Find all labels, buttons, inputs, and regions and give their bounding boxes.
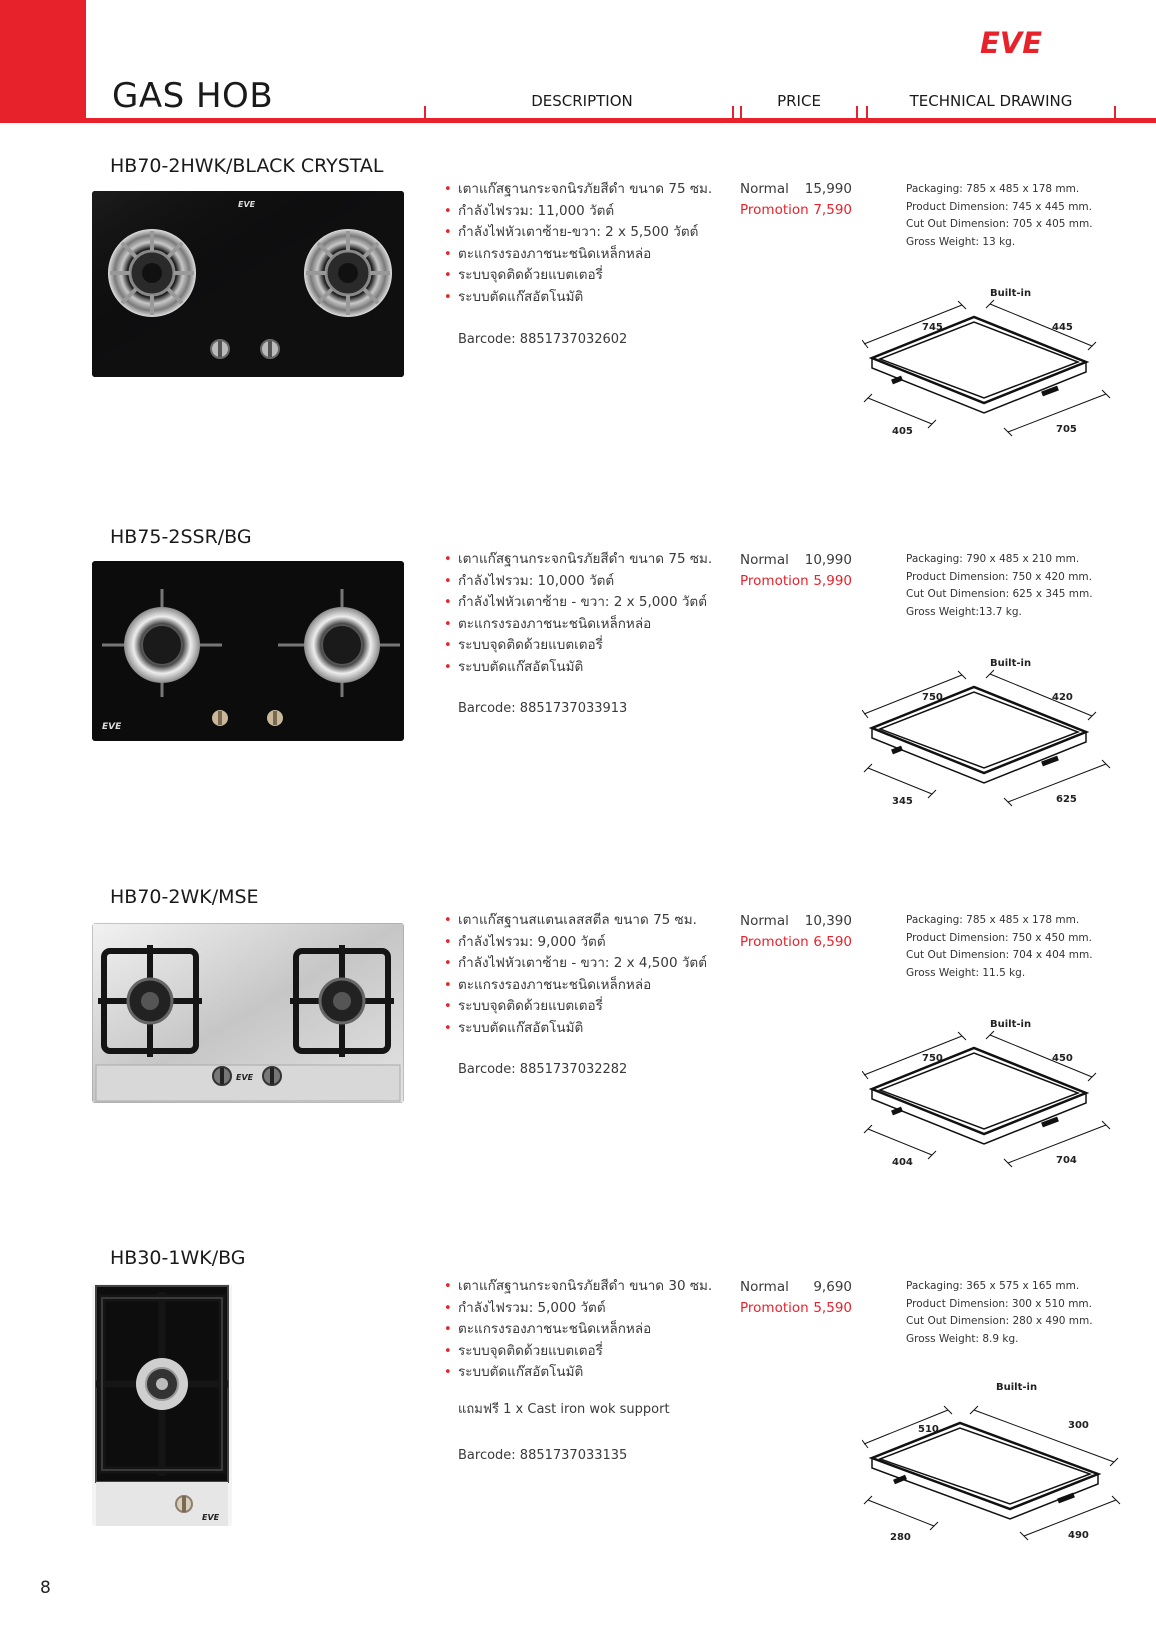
- svg-text:EVE: EVE: [202, 1513, 220, 1522]
- feature-item: • ตะแกรงรองภาชนะชนิดเหล็กหล่อ: [444, 614, 734, 636]
- feature-item: • กำลังไฟรวม: 11,000 วัตต์: [444, 201, 734, 223]
- dimension-bottom-right: 704: [1056, 1155, 1077, 1166]
- drawing-label: Built-in: [990, 658, 1032, 669]
- dimension-bottom-right: 490: [1068, 1530, 1089, 1541]
- svg-text:EVE: EVE: [238, 200, 256, 209]
- spec-cutout-dimension: Cut Out Dimension: 705 x 405 mm.: [906, 218, 1093, 230]
- dimension-top-right: 450: [1052, 1053, 1073, 1064]
- svg-text:EVE: EVE: [102, 722, 122, 732]
- product-model: HB70-2HWK/BLACK CRYSTAL: [110, 155, 384, 177]
- promotion-price: 5,990: [813, 573, 852, 589]
- feature-item: • กำลังไฟรวม: 9,000 วัตต์: [444, 932, 734, 954]
- svg-text:EVE: EVE: [980, 26, 1043, 60]
- spec-cutout-dimension: Cut Out Dimension: 704 x 404 mm.: [906, 949, 1093, 961]
- column-tick: [866, 106, 868, 120]
- feature-item: • ระบบจุดติดด้วยแบตเตอรี่: [444, 996, 734, 1018]
- barcode: Barcode: 8851737032602: [458, 332, 628, 347]
- eve-logo: [978, 26, 1058, 60]
- dimension-bottom-right: 705: [1056, 424, 1077, 435]
- price-block: [740, 179, 852, 221]
- spec-product-dimension: Product Dimension: 750 x 420 mm.: [906, 570, 1092, 583]
- column-tick: [732, 106, 734, 120]
- feature-item: • ระบบจุดติดด้วยแบตเตอรี่: [444, 265, 734, 287]
- normal-label: Normal: [740, 913, 789, 929]
- technical-drawing: [862, 282, 1132, 462]
- dimension-bottom-left: 280: [890, 1532, 911, 1543]
- promotion-label: Promotion: [740, 1300, 809, 1316]
- spec-cutout-dimension: Cut Out Dimension: 625 x 345 mm.: [906, 588, 1093, 600]
- product-photo: [92, 561, 404, 741]
- product-photo: [92, 191, 404, 377]
- product-model: HB75-2SSR/BG: [110, 526, 252, 548]
- column-header-description: DESCRIPTION: [531, 92, 633, 110]
- feature-item: • เตาแก๊สฐานกระจกนิรภัยสีดำ ขนาด 30 ซม.: [444, 1276, 734, 1298]
- promotion-label: Promotion: [740, 573, 809, 589]
- price-block: [740, 550, 852, 592]
- column-tick: [856, 106, 858, 120]
- technical-specs: [906, 551, 1126, 621]
- column-header-price: PRICE: [777, 92, 821, 110]
- red-corner-tab: [0, 0, 86, 123]
- column-tick: [1114, 106, 1116, 120]
- barcode: Barcode: 8851737032282: [458, 1062, 628, 1077]
- feature-item: • ระบบตัดแก๊สอัตโนมัติ: [444, 287, 734, 309]
- product-description: [444, 549, 734, 716]
- column-underline: [434, 118, 734, 120]
- promotion-label: Promotion: [740, 202, 809, 218]
- feature-item: • กำลังไฟรวม: 5,000 วัตต์: [444, 1298, 734, 1320]
- feature-item: • ระบบตัดแก๊สอัตโนมัติ: [444, 657, 734, 679]
- normal-label: Normal: [740, 1279, 789, 1295]
- feature-item: • กำลังไฟรวม: 10,000 วัตต์: [444, 571, 734, 593]
- page-title: GAS HOB: [112, 76, 274, 116]
- page-number: 8: [40, 1578, 51, 1598]
- feature-item: • ระบบตัดแก๊สอัตโนมัติ: [444, 1362, 734, 1384]
- spec-packaging: Packaging: 790 x 485 x 210 mm.: [906, 553, 1080, 565]
- product-description: [444, 179, 734, 347]
- price-block: [740, 1277, 852, 1319]
- dimension-bottom-left: 404: [892, 1157, 913, 1168]
- normal-label: Normal: [740, 181, 789, 197]
- dimension-top-left: 745: [922, 322, 943, 333]
- spec-gross-weight: Gross Weight: 8.9 kg.: [906, 1332, 1019, 1345]
- promotion-label: Promotion: [740, 934, 809, 950]
- product-model: HB30-1WK/BG: [110, 1247, 246, 1269]
- promotion-price: 7,590: [813, 202, 852, 218]
- feature-item: • เตาแก๊สฐานกระจกนิรภัยสีดำ ขนาด 75 ซม.: [444, 179, 734, 201]
- drawing-label: Built-in: [990, 288, 1032, 299]
- normal-price: 10,990: [804, 552, 852, 568]
- drawing-label: Built-in: [990, 1019, 1032, 1030]
- feature-item: • ตะแกรงรองภาชนะชนิดเหล็กหล่อ: [444, 975, 734, 997]
- column-underline: [740, 118, 858, 120]
- promotion-price: 6,590: [813, 934, 852, 950]
- product-description: [444, 1276, 734, 1463]
- normal-price: 15,990: [804, 181, 852, 197]
- product-description: [444, 910, 734, 1077]
- spec-gross-weight: Gross Weight:13.7 kg.: [906, 605, 1022, 618]
- technical-drawing: [862, 1376, 1132, 1560]
- feature-item: • กำลังไฟหัวเตาซ้าย-ขวา: 2 x 5,500 วัตต์: [444, 222, 734, 244]
- normal-price: 9,690: [813, 1279, 852, 1295]
- product-photo: [92, 1284, 232, 1526]
- feature-item: • ตะแกรงรองภาชนะชนิดเหล็กหล่อ: [444, 1319, 734, 1341]
- spec-product-dimension: Product Dimension: 750 x 450 mm.: [906, 931, 1092, 944]
- dimension-top-left: 750: [922, 1053, 943, 1064]
- column-tick: [424, 106, 426, 120]
- price-block: [740, 911, 852, 953]
- feature-item: • ระบบจุดติดด้วยแบตเตอรี่: [444, 635, 734, 657]
- spec-packaging: Packaging: 785 x 485 x 178 mm.: [906, 183, 1080, 195]
- normal-price: 10,390: [804, 913, 852, 929]
- spec-packaging: Packaging: 365 x 575 x 165 mm.: [906, 1280, 1080, 1292]
- normal-label: Normal: [740, 552, 789, 568]
- technical-specs: [906, 1278, 1126, 1348]
- product-model: HB70-2WK/MSE: [110, 886, 259, 908]
- spec-product-dimension: Product Dimension: 300 x 510 mm.: [906, 1297, 1092, 1310]
- column-underline: [866, 118, 1116, 120]
- drawing-label: Built-in: [996, 1382, 1038, 1393]
- dimension-bottom-right: 625: [1056, 794, 1077, 805]
- spec-gross-weight: Gross Weight: 11.5 kg.: [906, 966, 1026, 979]
- dimension-bottom-left: 345: [892, 796, 913, 807]
- barcode: Barcode: 8851737033135: [458, 1448, 628, 1463]
- technical-specs: [906, 181, 1126, 251]
- promotion-price: 5,590: [813, 1300, 852, 1316]
- feature-item: • กำลังไฟหัวเตาซ้าย - ขวา: 2 x 5,000 วัตต์: [444, 592, 734, 614]
- dimension-bottom-left: 405: [892, 426, 913, 437]
- spec-packaging: Packaging: 785 x 485 x 178 mm.: [906, 914, 1080, 926]
- free-gift-note: แถมฟรี 1 x Cast iron wok support: [458, 1401, 670, 1417]
- dimension-top-right: 300: [1068, 1420, 1089, 1431]
- column-header-drawing: TECHNICAL DRAWING: [909, 92, 1073, 110]
- svg-text:EVE: EVE: [236, 1073, 254, 1082]
- feature-item: • ระบบจุดติดด้วยแบตเตอรี่: [444, 1341, 734, 1363]
- spec-cutout-dimension: Cut Out Dimension: 280 x 490 mm.: [906, 1315, 1093, 1327]
- feature-item: • ระบบตัดแก๊สอัตโนมัติ: [444, 1018, 734, 1040]
- dimension-top-right: 445: [1052, 322, 1073, 333]
- technical-specs: [906, 912, 1126, 982]
- technical-drawing: [862, 652, 1132, 832]
- feature-item: • เตาแก๊สฐานกระจกนิรภัยสีดำ ขนาด 75 ซม.: [444, 549, 734, 571]
- column-tick: [740, 106, 742, 120]
- feature-item: • กำลังไฟหัวเตาซ้าย - ขวา: 2 x 4,500 วัตต์: [444, 953, 734, 975]
- feature-item: • ตะแกรงรองภาชนะชนิดเหล็กหล่อ: [444, 244, 734, 266]
- dimension-top-right: 420: [1052, 692, 1073, 703]
- dimension-top-left: 510: [918, 1424, 939, 1435]
- product-photo: [92, 923, 404, 1103]
- dimension-top-left: 750: [922, 692, 943, 703]
- barcode: Barcode: 8851737033913: [458, 701, 628, 716]
- technical-drawing: [862, 1013, 1132, 1193]
- spec-gross-weight: Gross Weight: 13 kg.: [906, 235, 1016, 248]
- spec-product-dimension: Product Dimension: 745 x 445 mm.: [906, 200, 1092, 213]
- feature-item: • เตาแก๊สฐานสแตนเลสสตีล ขนาด 75 ซม.: [444, 910, 734, 932]
